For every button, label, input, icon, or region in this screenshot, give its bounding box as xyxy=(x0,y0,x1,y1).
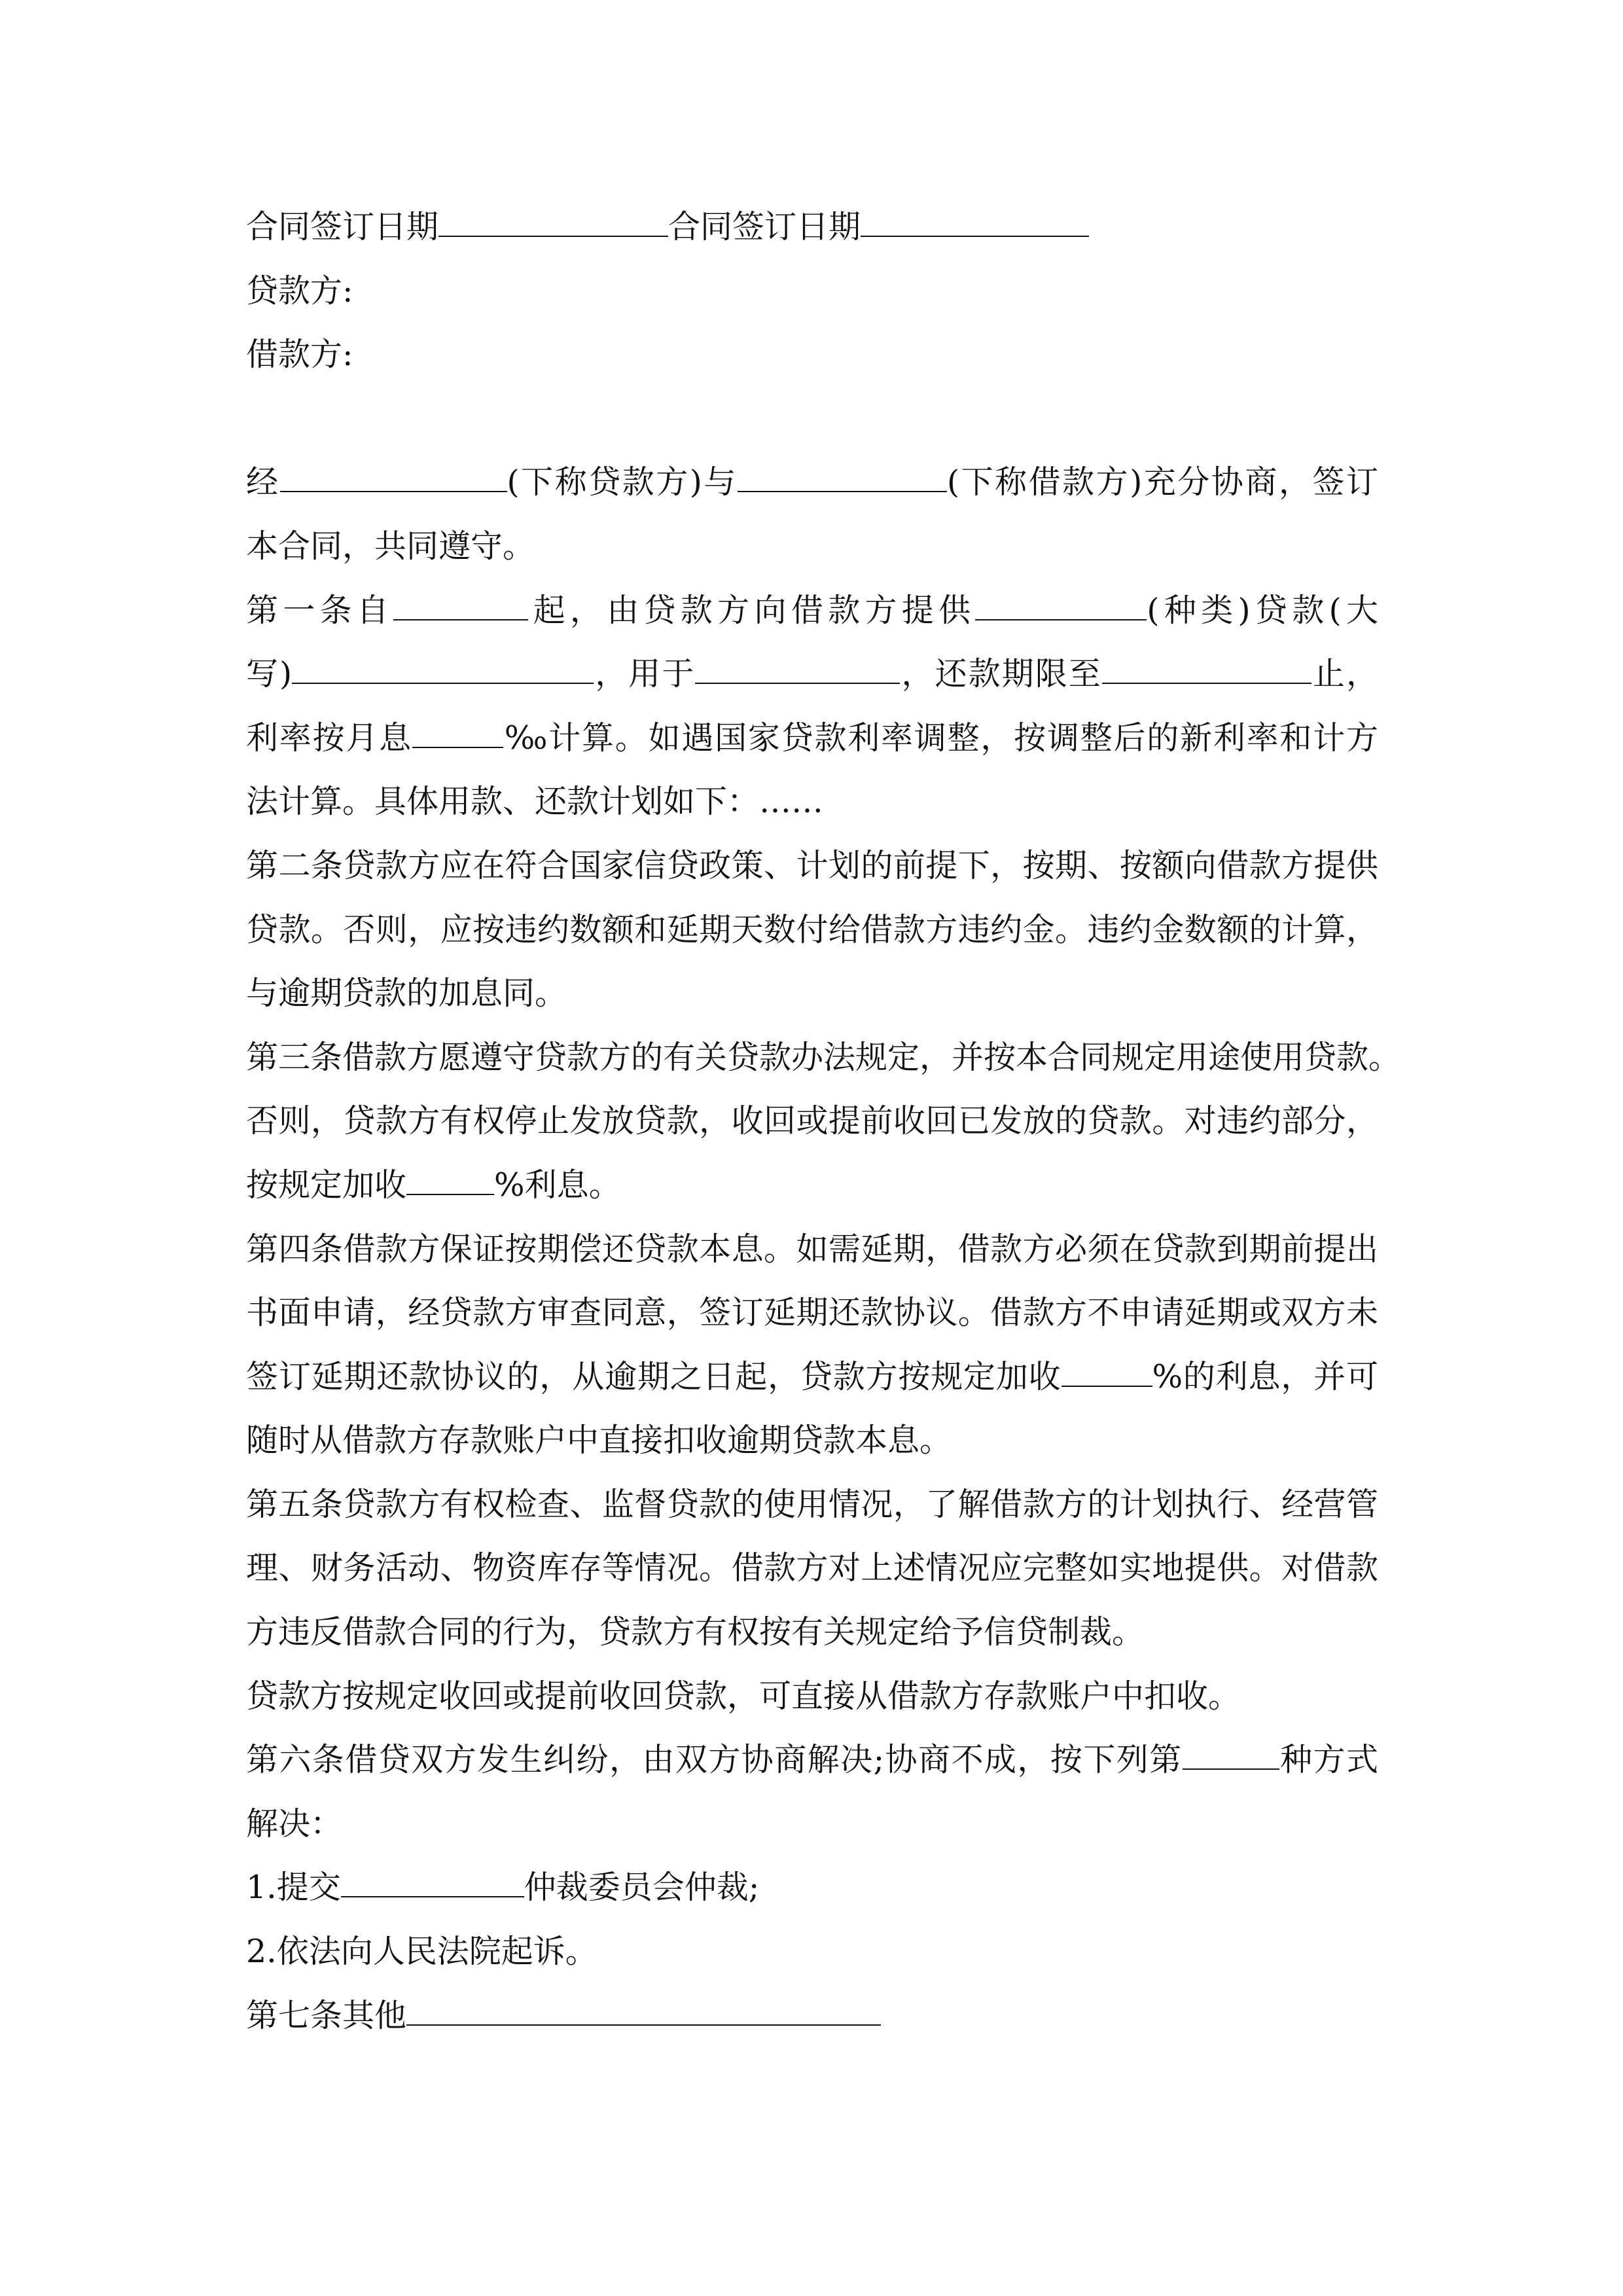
signing-date-line xyxy=(246,195,1378,259)
arbitration-committee-blank[interactable] xyxy=(341,1856,524,1897)
start-date-blank[interactable] xyxy=(393,579,528,620)
article-6-line: 解决： xyxy=(246,1804,343,1842)
overdue-rate-blank[interactable] xyxy=(1061,1345,1152,1387)
repayment-date-blank[interactable] xyxy=(1102,642,1311,684)
text: 写) xyxy=(246,655,293,693)
article-6-option-1 xyxy=(246,1856,1378,1920)
text: 种方式 xyxy=(1279,1741,1378,1779)
article-3-line xyxy=(246,1153,1378,1217)
text: 第七条其他 xyxy=(246,1996,407,2034)
text: (下称贷款方)与 xyxy=(507,463,738,501)
text: 签订延期还款协议的，从逾期之日起，贷款方按规定加收 xyxy=(246,1357,1061,1395)
text: %的利息，并可 xyxy=(1152,1357,1378,1395)
purpose-blank[interactable] xyxy=(695,642,900,684)
preamble-line: 本合同，共同遵守。 xyxy=(246,527,535,565)
article-7-line xyxy=(246,1984,1378,2048)
article-1-line xyxy=(246,706,1378,770)
article-6-line xyxy=(246,1728,1378,1792)
penalty-rate-blank[interactable] xyxy=(406,1153,494,1195)
text: 利率按月息 xyxy=(246,719,412,757)
article-2-line: 贷款。否则，应按违约数额和延期天数付给借款方违约金。违约金数额的计算， xyxy=(246,910,1378,948)
article-2-line: 第二条贷款方应在符合国家信贷政策、计划的前提下，按期、按额向借款方提供 xyxy=(246,846,1378,884)
text: 经 xyxy=(246,463,280,501)
text: ，用于 xyxy=(594,655,696,693)
dispute-method-blank[interactable] xyxy=(1183,1728,1279,1770)
article-5-line: 理、财务活动、物资库存等情况。借款方对上述情况应完整如实地提供。对借款 xyxy=(246,1549,1378,1587)
borrower-label: 借款方: xyxy=(246,336,353,374)
loan-type-blank[interactable] xyxy=(975,579,1147,620)
contract-page xyxy=(246,195,1401,2047)
article-5-line: 贷款方按规定收回或提前收回贷款，可直接从借款方存款账户中扣收。 xyxy=(246,1677,1241,1715)
other-terms-blank[interactable] xyxy=(406,1984,881,2026)
article-5-line: 方违反借款合同的行为，贷款方有权按有关规定给予信贷制裁。 xyxy=(246,1613,1145,1651)
text: 止， xyxy=(1311,655,1378,693)
preamble-line xyxy=(246,450,1378,514)
text: 第六条借贷双方发生纠纷，由双方协商解决;协商不成，按下列第 xyxy=(246,1741,1183,1779)
article-1-line xyxy=(246,642,1378,706)
signing-date-label: 合同签订日期 xyxy=(246,208,439,245)
article-3-line: 第三条借款方愿遵守贷款方的有关贷款办法规定，并按本合同规定用途使用贷款。 xyxy=(246,1038,1401,1076)
text: %利息。 xyxy=(494,1166,621,1204)
text: 仲裁委员会仲裁; xyxy=(524,1869,760,1907)
text: 按规定加收 xyxy=(246,1166,407,1204)
article-4-line xyxy=(246,1345,1378,1409)
article-6-option-2: 2.依法向人民法院起诉。 xyxy=(246,1933,597,1971)
article-4-line: 第四条借款方保证按期偿还贷款本息。如需延期，借款方必须在贷款到期前提出 xyxy=(246,1230,1378,1268)
article-4-line: 随时从借款方存款账户中直接扣收逾期贷款本息。 xyxy=(246,1422,952,1460)
amount-blank[interactable] xyxy=(292,642,594,684)
text: 起，由贷款方向借款方提供 xyxy=(528,591,976,629)
article-4-line: 书面申请，经贷款方审查同意，签订延期还款协议。借款方不申请延期或双方未 xyxy=(246,1294,1378,1332)
monthly-rate-blank[interactable] xyxy=(412,706,503,748)
borrower-name-blank[interactable] xyxy=(738,450,947,492)
article-2-line: 与逾期贷款的加息同。 xyxy=(246,975,567,1013)
lender-label: 贷款方: xyxy=(246,272,353,310)
article-1-line xyxy=(246,579,1378,643)
text: 1.提交 xyxy=(246,1869,341,1907)
article-1-line: 法计算。具体用款、还款计划如下：…… xyxy=(246,783,824,821)
spacer xyxy=(246,387,1378,451)
signing-date-label: 合同签订日期 xyxy=(668,208,861,245)
lender-name-blank[interactable] xyxy=(280,450,507,492)
text: ，还款期限至 xyxy=(900,655,1102,693)
text: 第一条自 xyxy=(246,591,394,629)
article-5-line: 第五条贷款方有权检查、监督贷款的使用情况，了解借款方的计划执行、经营管 xyxy=(246,1485,1378,1523)
signing-date-blank[interactable] xyxy=(438,195,668,237)
text: ‰计算。如遇国家贷款利率调整，按调整后的新利率和计方 xyxy=(503,719,1378,757)
text: (下称借款方)充分协商，签订 xyxy=(946,463,1378,501)
signing-date-blank[interactable] xyxy=(861,195,1089,237)
article-3-line: 否则，贷款方有权停止发放贷款，收回或提前收回已发放的贷款。对违约部分， xyxy=(246,1102,1378,1140)
text: (种类)贷款(大 xyxy=(1147,591,1378,629)
